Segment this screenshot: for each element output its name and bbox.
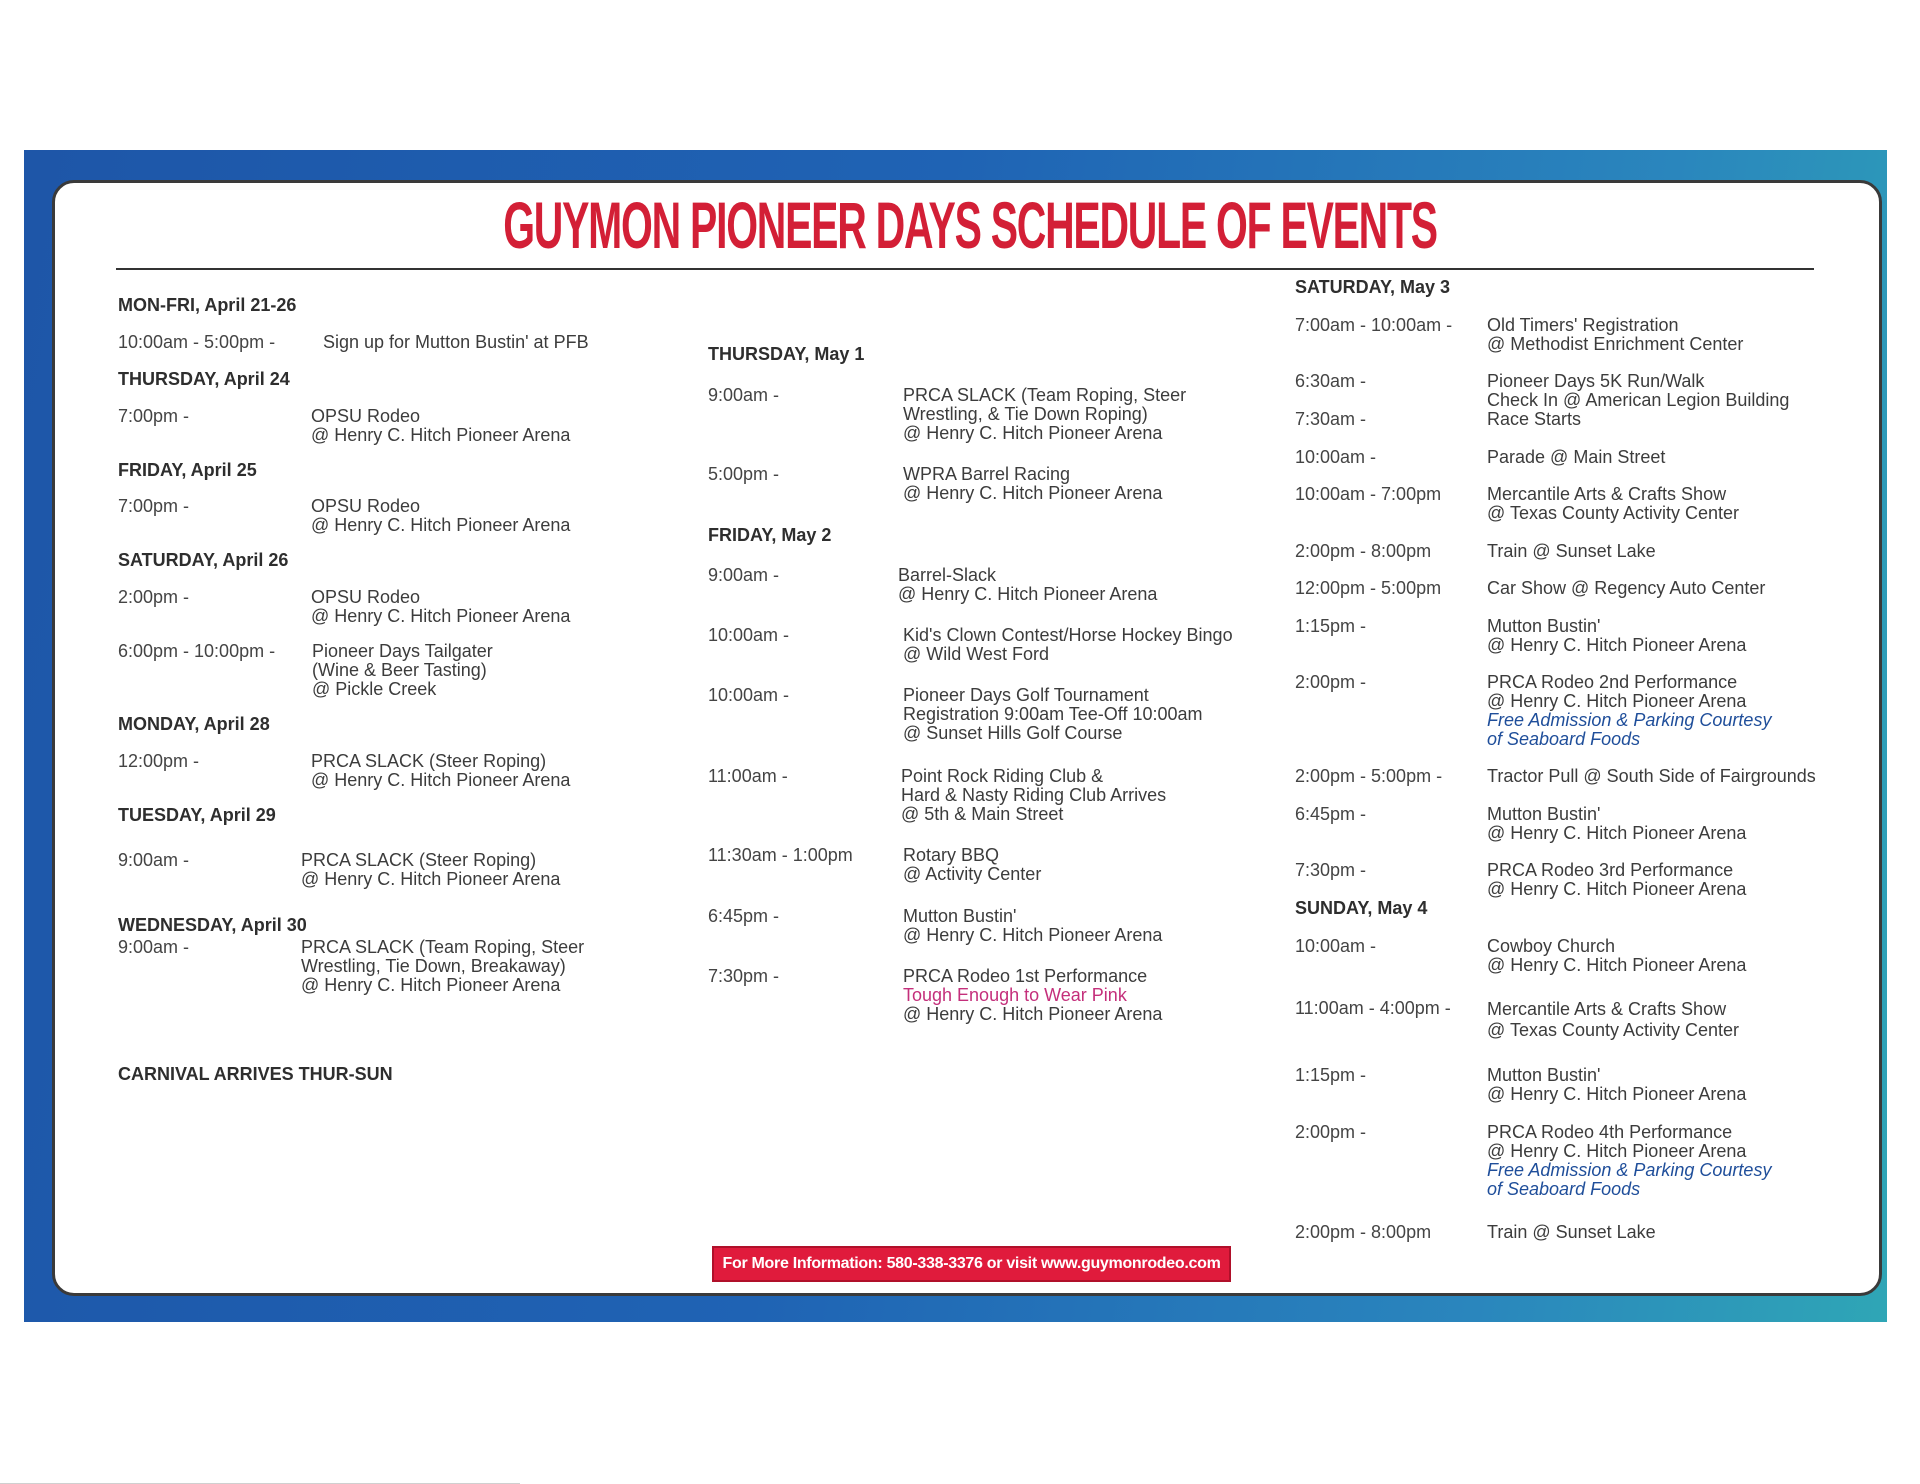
event-details (323, 333, 589, 352)
event-line: Mutton Bustin' (903, 906, 1017, 926)
event-details (311, 752, 570, 790)
sponsor-note: of Seaboard Foods (1487, 1179, 1641, 1199)
event-line: Barrel-Slack (898, 565, 997, 585)
event-line: @ Wild West Ford (903, 644, 1049, 664)
event-line: Mutton Bustin' (1487, 804, 1601, 824)
event-time: 9:00am - (118, 937, 190, 957)
event-line: @ Texas County Activity Center (1487, 1020, 1740, 1040)
event-line: Mutton Bustin' (1487, 616, 1601, 636)
event-line: OPSU Rodeo (311, 406, 421, 426)
event-line: PRCA Rodeo 4th Performance (1487, 1122, 1733, 1142)
event-line: @ Henry C. Hitch Pioneer Arena (301, 869, 561, 889)
event-details (903, 465, 1162, 503)
event-details (1487, 673, 1771, 749)
event-time: 10:00am - (708, 625, 790, 645)
event-details (1487, 767, 1816, 786)
event-time: 6:00pm - 10:00pm - (118, 641, 276, 661)
more-info-banner (712, 1246, 1231, 1282)
event-time: 10:00am - 5:00pm - (118, 332, 276, 352)
day-heading: MONDAY, April 28 (118, 714, 270, 734)
day-heading: TUESDAY, April 29 (118, 805, 276, 825)
day-heading: THURSDAY, May 1 (708, 344, 865, 364)
event-time: 9:00am - (708, 385, 780, 405)
event-line: @ Sunset Hills Golf Course (903, 723, 1123, 743)
event-line: @ Henry C. Hitch Pioneer Arena (1487, 955, 1747, 975)
event-details (1487, 410, 1581, 429)
event-line: PRCA SLACK (Team Roping, Steer (301, 937, 585, 957)
event-line: @ Henry C. Hitch Pioneer Arena (903, 925, 1163, 945)
event-time: 10:00am - (1295, 936, 1377, 956)
event-line: @ Pickle Creek (312, 679, 437, 699)
event-line: Mutton Bustin' (1487, 1065, 1601, 1085)
event-line: Sign up for Mutton Bustin' at PFB (323, 332, 589, 352)
event-time: 2:00pm - 5:00pm - (1295, 766, 1443, 786)
event-line: Mercantile Arts & Crafts Show (1487, 999, 1727, 1019)
event-line: WPRA Barrel Racing (903, 464, 1071, 484)
day-heading: SUNDAY, May 4 (1295, 898, 1428, 918)
day-heading: WEDNESDAY, April 30 (118, 915, 307, 935)
event-details (1487, 316, 1743, 354)
carnival-notice: CARNIVAL ARRIVES THUR-SUN (118, 1064, 393, 1084)
day-heading: SATURDAY, May 3 (1295, 277, 1451, 297)
event-details (1487, 1223, 1656, 1242)
info-connector: or visit (986, 1255, 1037, 1272)
event-line: @ Henry C. Hitch Pioneer Arena (903, 423, 1163, 443)
event-line: @ Henry C. Hitch Pioneer Arena (1487, 823, 1747, 843)
event-line: Kid's Clown Contest/Horse Hockey Bingo (903, 625, 1233, 645)
event-line: @ Henry C. Hitch Pioneer Arena (903, 483, 1163, 503)
event-line: @ Henry C. Hitch Pioneer Arena (1487, 1141, 1747, 1161)
event-line: OPSU Rodeo (311, 587, 421, 607)
page-title: GUYMON PIONEER DAYS SCHEDULE OF EVENTS (503, 188, 1437, 262)
event-details (1487, 861, 1746, 899)
event-line: Wrestling, Tie Down, Breakaway) (301, 956, 566, 976)
website-link[interactable]: www.guymonrodeo.com (1041, 1255, 1221, 1272)
title-underline (116, 268, 1814, 270)
event-line: Train @ Sunset Lake (1487, 1222, 1656, 1242)
event-line: @ Methodist Enrichment Center (1487, 334, 1744, 354)
event-line: Tractor Pull @ South Side of Fairgrounds (1487, 766, 1816, 786)
event-details (1487, 542, 1656, 561)
event-time: 6:45pm - (1295, 804, 1367, 824)
event-line: Wrestling, & Tie Down Roping) (903, 404, 1148, 424)
event-line: Pioneer Days Golf Tournament (903, 685, 1149, 705)
event-details (903, 626, 1233, 664)
event-time: 2:00pm - (118, 587, 190, 607)
event-details (301, 938, 584, 995)
sponsor-note: Free Admission & Parking Courtesy (1487, 1160, 1772, 1180)
event-details (1487, 999, 1739, 1041)
event-details (903, 846, 1041, 884)
event-details (311, 588, 570, 626)
event-time: 10:00am - 7:00pm (1295, 484, 1442, 504)
event-time: 6:45pm - (708, 906, 780, 926)
event-time: 2:00pm - (1295, 672, 1367, 692)
event-line: Train @ Sunset Lake (1487, 541, 1656, 561)
event-time: 2:00pm - (1295, 1122, 1367, 1142)
event-line: @ 5th & Main Street (901, 804, 1064, 824)
event-time: 11:00am - 4:00pm - (1295, 998, 1451, 1018)
event-time: 7:00pm - (118, 406, 190, 426)
event-time: 11:30am - 1:00pm (708, 845, 853, 865)
event-line: PRCA SLACK (Steer Roping) (311, 751, 547, 771)
event-line: PRCA SLACK (Team Roping, Steer (903, 385, 1187, 405)
event-details (1487, 1066, 1746, 1104)
event-line: @ Henry C. Hitch Pioneer Arena (311, 425, 571, 445)
event-details (1487, 1123, 1771, 1199)
event-time: 12:00pm - (118, 751, 200, 771)
sponsor-note: of Seaboard Foods (1487, 729, 1641, 749)
event-details (311, 407, 570, 445)
event-line: @ Henry C. Hitch Pioneer Arena (301, 975, 561, 995)
event-details (898, 566, 1157, 604)
event-details (301, 851, 560, 889)
day-heading: FRIDAY, April 25 (118, 460, 257, 480)
day-heading: THURSDAY, April 24 (118, 369, 290, 389)
event-line: Mercantile Arts & Crafts Show (1487, 484, 1727, 504)
event-line: @ Henry C. Hitch Pioneer Arena (311, 515, 571, 535)
event-details (903, 686, 1203, 743)
event-time: 1:15pm - (1295, 1065, 1367, 1085)
event-details (312, 642, 493, 699)
event-details (1487, 805, 1746, 843)
day-heading: MON-FRI, April 21-26 (118, 295, 297, 315)
event-time: 1:15pm - (1295, 616, 1367, 636)
event-line-highlight: Tough Enough to Wear Pink (903, 985, 1127, 1005)
event-details (311, 497, 570, 535)
event-time: 9:00am - (118, 850, 190, 870)
event-line: Check In @ American Legion Building (1487, 390, 1790, 410)
event-time: 9:00am - (708, 565, 780, 585)
event-line: PRCA Rodeo 3rd Performance (1487, 860, 1734, 880)
event-line: @ Henry C. Hitch Pioneer Arena (311, 770, 571, 790)
event-time: 7:00pm - (118, 496, 190, 516)
event-details (1487, 372, 1789, 410)
event-line: Point Rock Riding Club & (901, 766, 1104, 786)
event-time: 10:00am - (1295, 447, 1377, 467)
event-time: 2:00pm - 8:00pm (1295, 541, 1432, 561)
info-label: For More Information: (722, 1255, 883, 1272)
event-line: @ Henry C. Hitch Pioneer Arena (1487, 1084, 1747, 1104)
event-line: Race Starts (1487, 409, 1582, 429)
event-line: @ Henry C. Hitch Pioneer Arena (1487, 879, 1747, 899)
event-details (1487, 579, 1765, 598)
event-time: 7:00am - 10:00am - (1295, 315, 1453, 335)
event-time: 7:30am - (1295, 409, 1367, 429)
event-line: Car Show @ Regency Auto Center (1487, 578, 1766, 598)
event-details (901, 767, 1166, 824)
event-line: Rotary BBQ (903, 845, 1000, 865)
event-line: @ Henry C. Hitch Pioneer Arena (1487, 691, 1747, 711)
event-time: 2:00pm - 8:00pm (1295, 1222, 1432, 1242)
event-line: @ Henry C. Hitch Pioneer Arena (898, 584, 1158, 604)
event-details (1487, 937, 1746, 975)
event-line: @ Henry C. Hitch Pioneer Arena (903, 1004, 1163, 1024)
event-line: Old Timers' Registration (1487, 315, 1679, 335)
day-heading: FRIDAY, May 2 (708, 525, 832, 545)
event-details (903, 386, 1186, 443)
event-line: Pioneer Days 5K Run/Walk (1487, 371, 1705, 391)
event-time: 10:00am - (708, 685, 790, 705)
event-time: 6:30am - (1295, 371, 1367, 391)
event-line: Registration 9:00am Tee-Off 10:00am (903, 704, 1203, 724)
event-line: (Wine & Beer Tasting) (312, 660, 487, 680)
event-line: Hard & Nasty Riding Club Arrives (901, 785, 1167, 805)
event-line: @ Activity Center (903, 864, 1042, 884)
phone-number: 580-338-3376 (886, 1255, 983, 1272)
event-line: Cowboy Church (1487, 936, 1616, 956)
event-line: @ Henry C. Hitch Pioneer Arena (1487, 635, 1747, 655)
event-details (903, 967, 1162, 1024)
event-line: PRCA Rodeo 1st Performance (903, 966, 1148, 986)
event-details (1487, 617, 1746, 655)
event-line: PRCA Rodeo 2nd Performance (1487, 672, 1738, 692)
event-time: 11:00am - (708, 766, 788, 786)
event-time: 7:30pm - (708, 966, 780, 986)
event-line: Parade @ Main Street (1487, 447, 1666, 467)
event-time: 7:30pm - (1295, 860, 1367, 880)
event-details (1487, 448, 1665, 467)
event-time: 12:00pm - 5:00pm (1295, 578, 1442, 598)
event-details (1487, 485, 1739, 523)
event-line: @ Henry C. Hitch Pioneer Arena (311, 606, 571, 626)
event-details (903, 907, 1162, 945)
event-line: Pioneer Days Tailgater (312, 641, 493, 661)
event-line: OPSU Rodeo (311, 496, 421, 516)
event-time: 5:00pm - (708, 464, 780, 484)
sponsor-note: Free Admission & Parking Courtesy (1487, 710, 1772, 730)
event-line: PRCA SLACK (Steer Roping) (301, 850, 537, 870)
event-line: @ Texas County Activity Center (1487, 503, 1740, 523)
day-heading: SATURDAY, April 26 (118, 550, 289, 570)
